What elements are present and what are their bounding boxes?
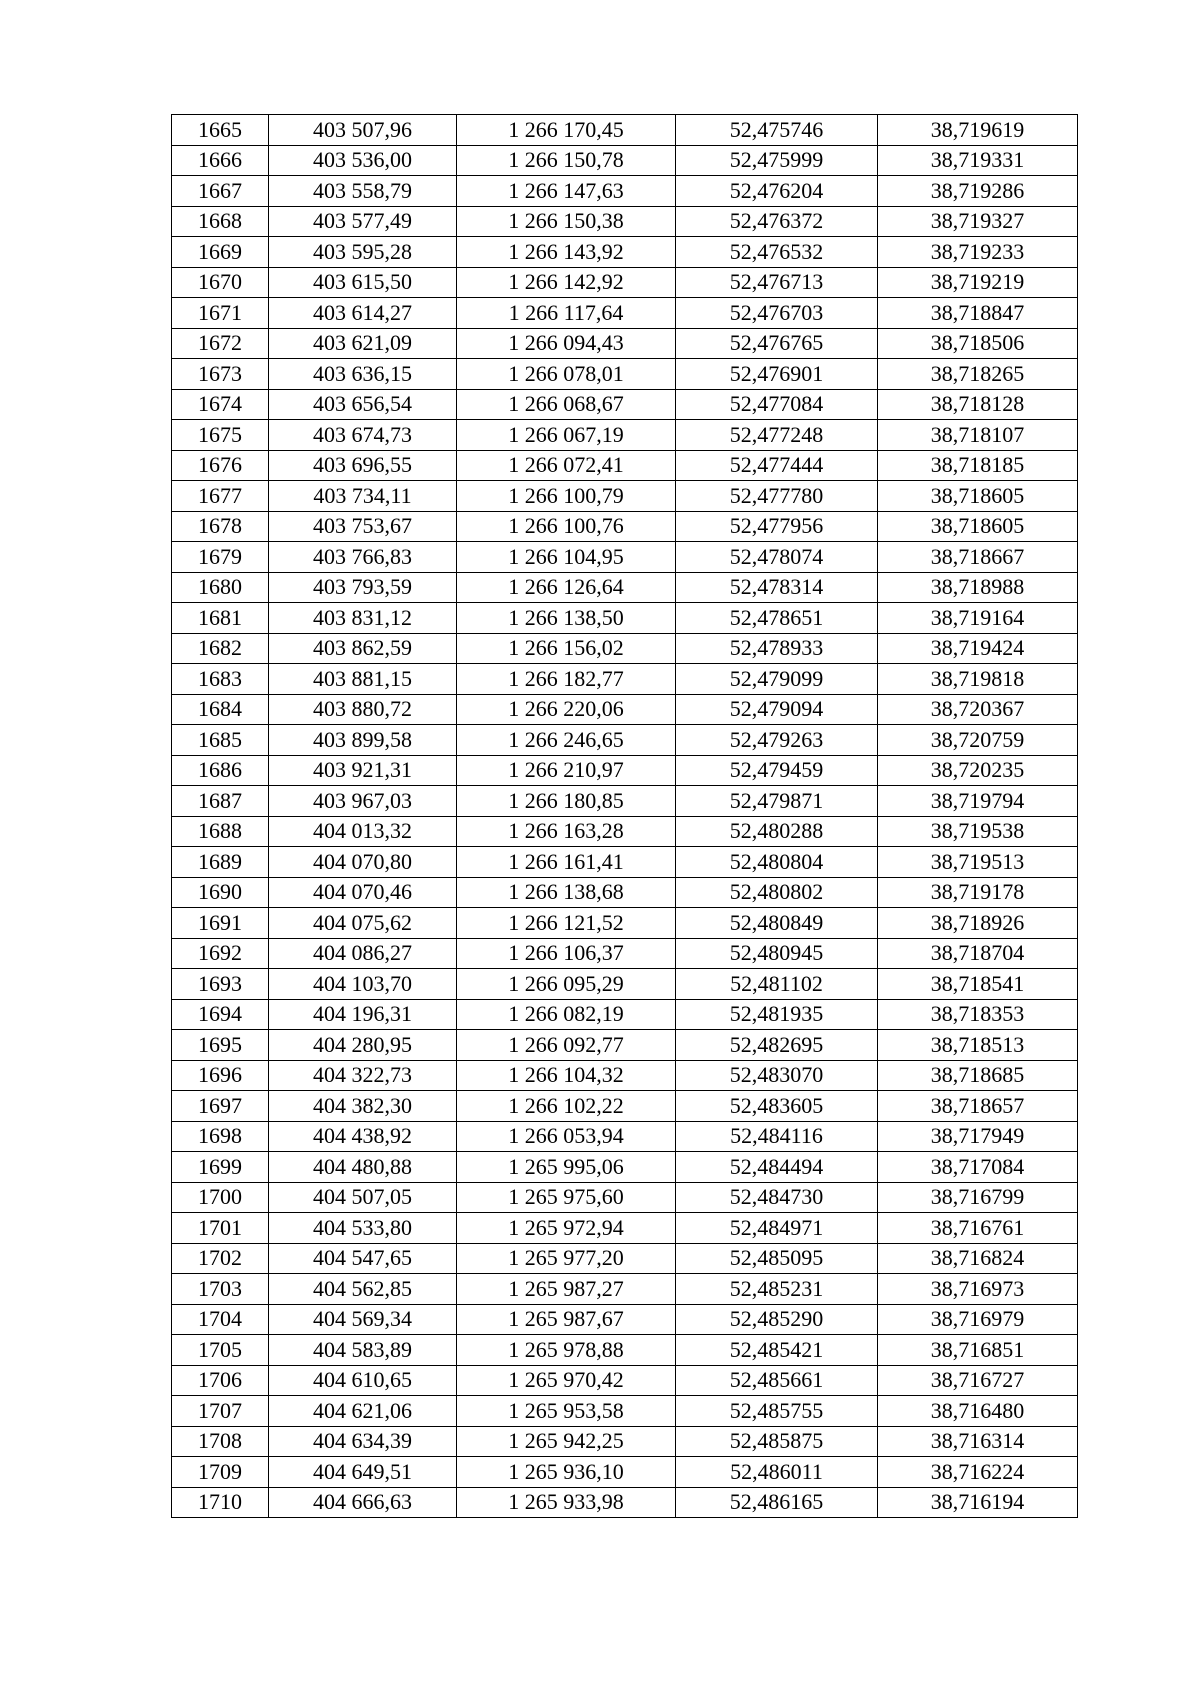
point-number-cell: 1682 [172,633,269,664]
table-row [172,1182,1078,1213]
longitude-cell: 38,716799 [878,1182,1078,1213]
x-coordinate-cell: 403 674,73 [269,420,457,451]
point-number-cell: 1678 [172,511,269,542]
point-number-cell: 1692 [172,938,269,969]
x-coordinate-cell: 404 533,80 [269,1213,457,1244]
x-coordinate-cell: 404 086,27 [269,938,457,969]
point-number-cell: 1679 [172,542,269,573]
point-number-cell: 1693 [172,969,269,1000]
point-number-cell: 1671 [172,298,269,329]
y-coordinate-cell: 1 266 143,92 [457,237,676,268]
x-coordinate-cell: 403 656,54 [269,389,457,420]
y-coordinate-cell: 1 265 995,06 [457,1152,676,1183]
table-row [172,786,1078,817]
longitude-cell: 38,719219 [878,267,1078,298]
latitude-cell: 52,484116 [676,1121,878,1152]
longitude-cell: 38,718513 [878,1030,1078,1061]
point-number-cell: 1700 [172,1182,269,1213]
x-coordinate-cell: 403 577,49 [269,206,457,237]
latitude-cell: 52,480802 [676,877,878,908]
longitude-cell: 38,716761 [878,1213,1078,1244]
table-row [172,1243,1078,1274]
y-coordinate-cell: 1 265 933,98 [457,1487,676,1518]
longitude-cell: 38,719538 [878,816,1078,847]
latitude-cell: 52,485231 [676,1274,878,1305]
latitude-cell: 52,485875 [676,1426,878,1457]
y-coordinate-cell: 1 265 972,94 [457,1213,676,1244]
x-coordinate-cell: 404 634,39 [269,1426,457,1457]
latitude-cell: 52,483605 [676,1091,878,1122]
latitude-cell: 52,485421 [676,1335,878,1366]
x-coordinate-cell: 404 547,65 [269,1243,457,1274]
point-number-cell: 1667 [172,176,269,207]
y-coordinate-cell: 1 266 150,78 [457,145,676,176]
x-coordinate-cell: 403 899,58 [269,725,457,756]
longitude-cell: 38,719164 [878,603,1078,634]
y-coordinate-cell: 1 265 987,67 [457,1304,676,1335]
longitude-cell: 38,716851 [878,1335,1078,1366]
y-coordinate-cell: 1 266 102,22 [457,1091,676,1122]
x-coordinate-cell: 404 070,80 [269,847,457,878]
longitude-cell: 38,716979 [878,1304,1078,1335]
table-row [172,1091,1078,1122]
point-number-cell: 1689 [172,847,269,878]
point-number-cell: 1703 [172,1274,269,1305]
latitude-cell: 52,484494 [676,1152,878,1183]
table-row [172,298,1078,329]
x-coordinate-cell: 403 881,15 [269,664,457,695]
x-coordinate-cell: 404 438,92 [269,1121,457,1152]
latitude-cell: 52,486011 [676,1457,878,1488]
latitude-cell: 52,478074 [676,542,878,573]
y-coordinate-cell: 1 266 126,64 [457,572,676,603]
latitude-cell: 52,479263 [676,725,878,756]
table-row [172,267,1078,298]
latitude-cell: 52,477780 [676,481,878,512]
y-coordinate-cell: 1 266 138,68 [457,877,676,908]
y-coordinate-cell: 1 265 942,25 [457,1426,676,1457]
point-number-cell: 1698 [172,1121,269,1152]
y-coordinate-cell: 1 266 100,76 [457,511,676,542]
point-number-cell: 1699 [172,1152,269,1183]
table-row [172,847,1078,878]
latitude-cell: 52,486165 [676,1487,878,1518]
table-row [172,237,1078,268]
x-coordinate-cell: 404 382,30 [269,1091,457,1122]
x-coordinate-cell: 404 196,31 [269,999,457,1030]
y-coordinate-cell: 1 266 067,19 [457,420,676,451]
y-coordinate-cell: 1 266 072,41 [457,450,676,481]
longitude-cell: 38,719619 [878,115,1078,146]
x-coordinate-cell: 403 615,50 [269,267,457,298]
y-coordinate-cell: 1 266 142,92 [457,267,676,298]
latitude-cell: 52,485755 [676,1396,878,1427]
longitude-cell: 38,719233 [878,237,1078,268]
latitude-cell: 52,485290 [676,1304,878,1335]
longitude-cell: 38,720367 [878,694,1078,725]
y-coordinate-cell: 1 266 117,64 [457,298,676,329]
table-row [172,633,1078,664]
x-coordinate-cell: 403 595,28 [269,237,457,268]
latitude-cell: 52,476204 [676,176,878,207]
point-number-cell: 1681 [172,603,269,634]
latitude-cell: 52,480849 [676,908,878,939]
table-row [172,1304,1078,1335]
longitude-cell: 38,718128 [878,389,1078,420]
y-coordinate-cell: 1 266 163,28 [457,816,676,847]
latitude-cell: 52,479099 [676,664,878,695]
latitude-cell: 52,477084 [676,389,878,420]
point-number-cell: 1675 [172,420,269,451]
y-coordinate-cell: 1 266 121,52 [457,908,676,939]
latitude-cell: 52,480288 [676,816,878,847]
table-row [172,725,1078,756]
longitude-cell: 38,716480 [878,1396,1078,1427]
point-number-cell: 1686 [172,755,269,786]
latitude-cell: 52,484730 [676,1182,878,1213]
table-row [172,1030,1078,1061]
point-number-cell: 1707 [172,1396,269,1427]
y-coordinate-cell: 1 266 104,95 [457,542,676,573]
longitude-cell: 38,719513 [878,847,1078,878]
table-row [172,1213,1078,1244]
point-number-cell: 1674 [172,389,269,420]
x-coordinate-cell: 403 862,59 [269,633,457,664]
table-row [172,206,1078,237]
longitude-cell: 38,718605 [878,511,1078,542]
latitude-cell: 52,480945 [676,938,878,969]
table-row [172,542,1078,573]
table-row [172,816,1078,847]
point-number-cell: 1704 [172,1304,269,1335]
longitude-cell: 38,717949 [878,1121,1078,1152]
y-coordinate-cell: 1 266 092,77 [457,1030,676,1061]
y-coordinate-cell: 1 265 936,10 [457,1457,676,1488]
table-row [172,1396,1078,1427]
x-coordinate-cell: 403 831,12 [269,603,457,634]
longitude-cell: 38,718657 [878,1091,1078,1122]
latitude-cell: 52,479459 [676,755,878,786]
y-coordinate-cell: 1 266 210,97 [457,755,676,786]
table-row [172,1426,1078,1457]
longitude-cell: 38,719178 [878,877,1078,908]
x-coordinate-cell: 404 070,46 [269,877,457,908]
table-row [172,1365,1078,1396]
coordinates-table [171,114,1078,1518]
x-coordinate-cell: 403 536,00 [269,145,457,176]
latitude-cell: 52,482695 [676,1030,878,1061]
table-row [172,359,1078,390]
table-row [172,389,1078,420]
latitude-cell: 52,485661 [676,1365,878,1396]
latitude-cell: 52,483070 [676,1060,878,1091]
x-coordinate-cell: 404 075,62 [269,908,457,939]
x-coordinate-cell: 403 753,67 [269,511,457,542]
table-row [172,694,1078,725]
latitude-cell: 52,476372 [676,206,878,237]
y-coordinate-cell: 1 266 068,67 [457,389,676,420]
longitude-cell: 38,718353 [878,999,1078,1030]
longitude-cell: 38,716727 [878,1365,1078,1396]
x-coordinate-cell: 404 569,34 [269,1304,457,1335]
table-row [172,511,1078,542]
latitude-cell: 52,475999 [676,145,878,176]
x-coordinate-cell: 403 507,96 [269,115,457,146]
point-number-cell: 1665 [172,115,269,146]
table-row [172,420,1078,451]
point-number-cell: 1668 [172,206,269,237]
y-coordinate-cell: 1 266 156,02 [457,633,676,664]
table-row [172,450,1078,481]
y-coordinate-cell: 1 266 161,41 [457,847,676,878]
latitude-cell: 52,475746 [676,115,878,146]
y-coordinate-cell: 1 266 082,19 [457,999,676,1030]
point-number-cell: 1684 [172,694,269,725]
table-row [172,1335,1078,1366]
x-coordinate-cell: 403 734,11 [269,481,457,512]
longitude-cell: 38,720759 [878,725,1078,756]
longitude-cell: 38,718506 [878,328,1078,359]
x-coordinate-cell: 403 636,15 [269,359,457,390]
x-coordinate-cell: 404 103,70 [269,969,457,1000]
longitude-cell: 38,717084 [878,1152,1078,1183]
table-row [172,1121,1078,1152]
x-coordinate-cell: 404 666,63 [269,1487,457,1518]
y-coordinate-cell: 1 266 147,63 [457,176,676,207]
latitude-cell: 52,477248 [676,420,878,451]
table-row [172,481,1078,512]
longitude-cell: 38,718926 [878,908,1078,939]
point-number-cell: 1706 [172,1365,269,1396]
latitude-cell: 52,476765 [676,328,878,359]
y-coordinate-cell: 1 265 977,20 [457,1243,676,1274]
y-coordinate-cell: 1 265 970,42 [457,1365,676,1396]
point-number-cell: 1683 [172,664,269,695]
latitude-cell: 52,476532 [676,237,878,268]
x-coordinate-cell: 403 614,27 [269,298,457,329]
table-row [172,999,1078,1030]
point-number-cell: 1708 [172,1426,269,1457]
point-number-cell: 1666 [172,145,269,176]
latitude-cell: 52,481102 [676,969,878,1000]
longitude-cell: 38,716824 [878,1243,1078,1274]
x-coordinate-cell: 403 558,79 [269,176,457,207]
table-row [172,938,1078,969]
longitude-cell: 38,718541 [878,969,1078,1000]
latitude-cell: 52,479871 [676,786,878,817]
longitude-cell: 38,718704 [878,938,1078,969]
latitude-cell: 52,485095 [676,1243,878,1274]
point-number-cell: 1697 [172,1091,269,1122]
y-coordinate-cell: 1 266 094,43 [457,328,676,359]
x-coordinate-cell: 403 621,09 [269,328,457,359]
point-number-cell: 1696 [172,1060,269,1091]
table-row [172,328,1078,359]
y-coordinate-cell: 1 266 150,38 [457,206,676,237]
point-number-cell: 1702 [172,1243,269,1274]
table-row [172,755,1078,786]
point-number-cell: 1710 [172,1487,269,1518]
point-number-cell: 1690 [172,877,269,908]
y-coordinate-cell: 1 266 106,37 [457,938,676,969]
y-coordinate-cell: 1 265 953,58 [457,1396,676,1427]
longitude-cell: 38,719794 [878,786,1078,817]
longitude-cell: 38,716973 [878,1274,1078,1305]
table-row [172,1457,1078,1488]
x-coordinate-cell: 404 610,65 [269,1365,457,1396]
point-number-cell: 1672 [172,328,269,359]
point-number-cell: 1688 [172,816,269,847]
x-coordinate-cell: 403 793,59 [269,572,457,603]
latitude-cell: 52,478314 [676,572,878,603]
table-row [172,1060,1078,1091]
x-coordinate-cell: 404 621,06 [269,1396,457,1427]
point-number-cell: 1705 [172,1335,269,1366]
x-coordinate-cell: 404 280,95 [269,1030,457,1061]
x-coordinate-cell: 404 562,85 [269,1274,457,1305]
longitude-cell: 38,719331 [878,145,1078,176]
point-number-cell: 1670 [172,267,269,298]
x-coordinate-cell: 403 696,55 [269,450,457,481]
longitude-cell: 38,718185 [878,450,1078,481]
point-number-cell: 1691 [172,908,269,939]
x-coordinate-cell: 404 480,88 [269,1152,457,1183]
y-coordinate-cell: 1 266 053,94 [457,1121,676,1152]
latitude-cell: 52,477444 [676,450,878,481]
point-number-cell: 1677 [172,481,269,512]
longitude-cell: 38,718605 [878,481,1078,512]
longitude-cell: 38,716224 [878,1457,1078,1488]
table-row [172,572,1078,603]
point-number-cell: 1669 [172,237,269,268]
latitude-cell: 52,481935 [676,999,878,1030]
latitude-cell: 52,476901 [676,359,878,390]
latitude-cell: 52,479094 [676,694,878,725]
point-number-cell: 1701 [172,1213,269,1244]
point-number-cell: 1680 [172,572,269,603]
x-coordinate-cell: 403 766,83 [269,542,457,573]
longitude-cell: 38,716194 [878,1487,1078,1518]
point-number-cell: 1709 [172,1457,269,1488]
point-number-cell: 1676 [172,450,269,481]
x-coordinate-cell: 404 507,05 [269,1182,457,1213]
point-number-cell: 1694 [172,999,269,1030]
longitude-cell: 38,718667 [878,542,1078,573]
table-row [172,145,1078,176]
longitude-cell: 38,718685 [878,1060,1078,1091]
x-coordinate-cell: 404 322,73 [269,1060,457,1091]
point-number-cell: 1673 [172,359,269,390]
x-coordinate-cell: 403 880,72 [269,694,457,725]
point-number-cell: 1695 [172,1030,269,1061]
y-coordinate-cell: 1 266 180,85 [457,786,676,817]
latitude-cell: 52,476703 [676,298,878,329]
y-coordinate-cell: 1 266 170,45 [457,115,676,146]
longitude-cell: 38,716314 [878,1426,1078,1457]
y-coordinate-cell: 1 266 078,01 [457,359,676,390]
point-number-cell: 1685 [172,725,269,756]
table-row [172,969,1078,1000]
longitude-cell: 38,718988 [878,572,1078,603]
longitude-cell: 38,719286 [878,176,1078,207]
longitude-cell: 38,719818 [878,664,1078,695]
longitude-cell: 38,719327 [878,206,1078,237]
y-coordinate-cell: 1 266 246,65 [457,725,676,756]
longitude-cell: 38,719424 [878,633,1078,664]
table-row [172,115,1078,146]
longitude-cell: 38,720235 [878,755,1078,786]
y-coordinate-cell: 1 265 975,60 [457,1182,676,1213]
table-row [172,1274,1078,1305]
y-coordinate-cell: 1 266 095,29 [457,969,676,1000]
y-coordinate-cell: 1 266 138,50 [457,603,676,634]
longitude-cell: 38,718847 [878,298,1078,329]
x-coordinate-cell: 403 967,03 [269,786,457,817]
table-row [172,176,1078,207]
table-row [172,1487,1078,1518]
x-coordinate-cell: 404 649,51 [269,1457,457,1488]
table-row [172,1152,1078,1183]
longitude-cell: 38,718107 [878,420,1078,451]
latitude-cell: 52,480804 [676,847,878,878]
y-coordinate-cell: 1 266 100,79 [457,481,676,512]
coordinates-table-body [172,115,1078,1518]
latitude-cell: 52,478933 [676,633,878,664]
y-coordinate-cell: 1 265 987,27 [457,1274,676,1305]
latitude-cell: 52,477956 [676,511,878,542]
table-row [172,603,1078,634]
table-row [172,877,1078,908]
x-coordinate-cell: 403 921,31 [269,755,457,786]
latitude-cell: 52,484971 [676,1213,878,1244]
y-coordinate-cell: 1 266 182,77 [457,664,676,695]
table-row [172,908,1078,939]
y-coordinate-cell: 1 265 978,88 [457,1335,676,1366]
point-number-cell: 1687 [172,786,269,817]
latitude-cell: 52,476713 [676,267,878,298]
table-row [172,664,1078,695]
y-coordinate-cell: 1 266 220,06 [457,694,676,725]
latitude-cell: 52,478651 [676,603,878,634]
y-coordinate-cell: 1 266 104,32 [457,1060,676,1091]
x-coordinate-cell: 404 013,32 [269,816,457,847]
longitude-cell: 38,718265 [878,359,1078,390]
x-coordinate-cell: 404 583,89 [269,1335,457,1366]
